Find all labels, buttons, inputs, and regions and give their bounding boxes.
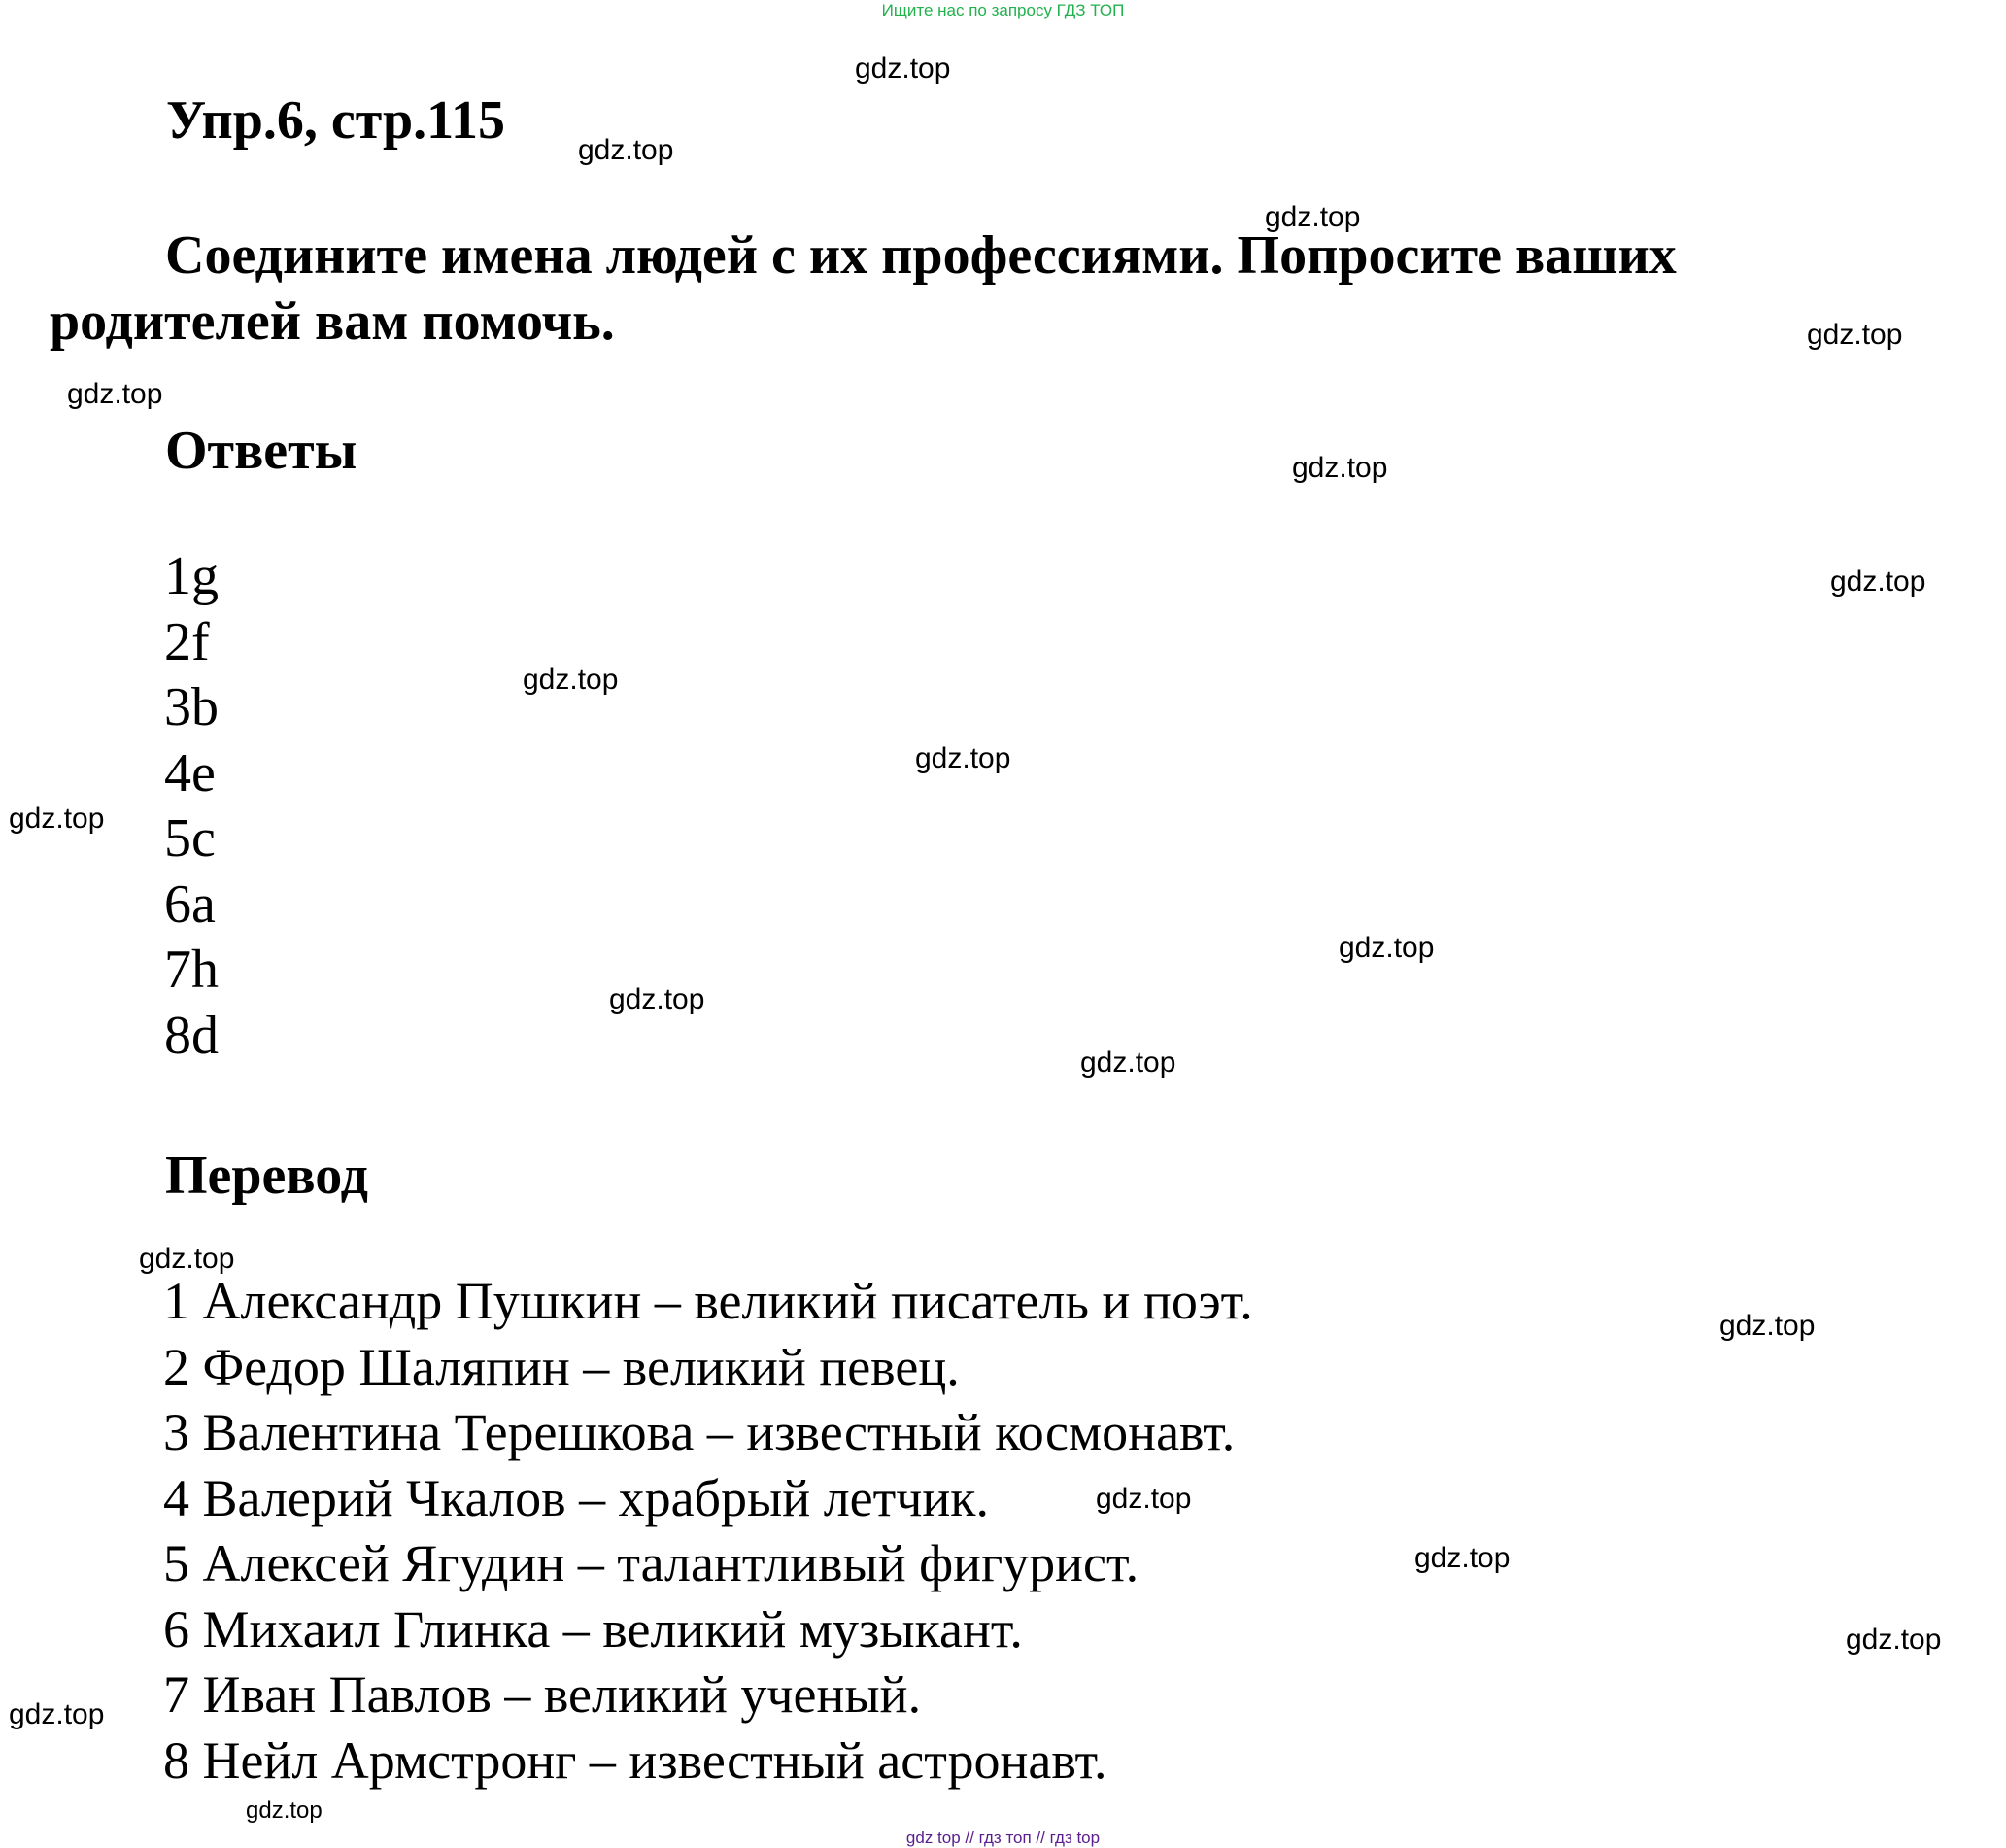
exercise-title: Упр.6, стр.115 — [166, 90, 506, 151]
watermark: gdz.top — [1414, 1542, 1511, 1574]
translation-item: 7 Иван Павлов – великий ученый. — [163, 1665, 922, 1724]
watermark: gdz.top — [1265, 201, 1361, 233]
translation-item: 3 Валентина Терешкова – известный космонавт. — [163, 1403, 1236, 1461]
watermark: gdz.top — [1339, 932, 1435, 964]
answers-list — [164, 544, 219, 1069]
top-banner: Ищите нас по запросу ГДЗ ТОП — [881, 1, 1125, 19]
instruction — [50, 222, 1945, 355]
translation-list — [163, 1269, 1253, 1794]
watermark: gdz.top — [9, 803, 105, 835]
translation-item: 6 Михаил Глинка – великий музыкант. — [163, 1599, 1023, 1659]
watermark: gdz.top — [578, 134, 674, 166]
watermark: gdz.top — [915, 742, 1011, 774]
watermark: gdz.top — [67, 378, 163, 410]
answer-item: 5c — [164, 808, 216, 869]
watermark: gdz.top — [1830, 565, 1926, 598]
translation-heading: Перевод — [165, 1146, 368, 1206]
watermark: gdz.top — [1292, 452, 1388, 484]
watermark: gdz.top — [609, 983, 705, 1015]
watermark: gdz.top — [523, 664, 619, 696]
instruction-line-2: родителей вам помочь. — [50, 291, 615, 352]
answer-item: 3b — [164, 677, 219, 737]
watermark: gdz.top — [1846, 1624, 1942, 1656]
answer-item: 6a — [164, 873, 216, 935]
watermark: gdz.top — [1807, 319, 1903, 351]
answer-item: 1g — [164, 546, 219, 606]
watermark: gdz.top — [1080, 1046, 1176, 1078]
answer-item: 8d — [164, 1005, 219, 1066]
answer-item: 7h — [164, 940, 219, 1000]
watermark: gdz.top — [1096, 1483, 1192, 1515]
translation-item: 5 Алексей Ягудин – талантливый фигурист. — [163, 1534, 1139, 1592]
answers-heading: Ответы — [165, 421, 357, 481]
watermark: gdz.top — [246, 1797, 323, 1824]
translation-item: 2 Федор Шаляпин – великий певец. — [163, 1337, 960, 1396]
watermark: gdz.top — [1719, 1310, 1816, 1342]
watermark: gdz.top — [9, 1698, 105, 1730]
translation-item: 4 Валерий Чкалов – храбрый летчик. — [163, 1468, 989, 1527]
answer-item: 4e — [164, 742, 216, 804]
translation-item: 8 Нейл Армстронг – известный астронавт. — [163, 1730, 1107, 1790]
instruction-line-1: Соедините имена людей с их профессиями. Попросите ваших — [165, 225, 1677, 286]
watermark: gdz.top — [139, 1243, 235, 1275]
footer: gdz top // гдз топ // гдз top — [905, 1829, 1101, 1847]
answer-item: 2f — [164, 611, 210, 672]
translation-item: 1 Александр Пушкин – великий писатель и поэт. — [163, 1272, 1253, 1330]
watermark: gdz.top — [855, 52, 951, 85]
